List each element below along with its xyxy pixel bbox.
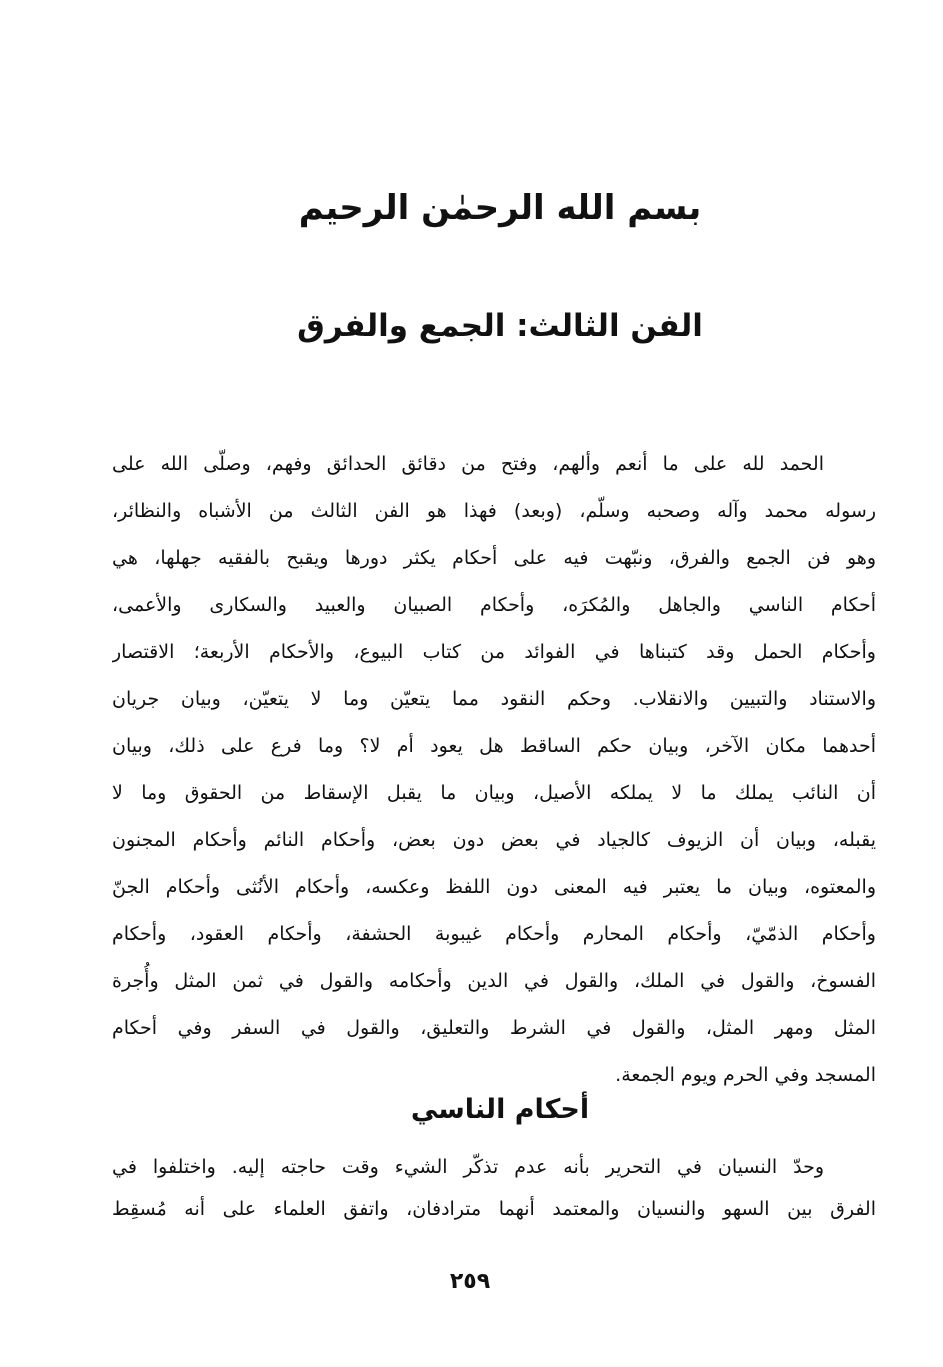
intro-line: الفسوخ، والقول في الملك، والقول في الدين وأحكامه والقول في ثمن المثل وأُجرة — [112, 970, 876, 992]
intro-line: أحدهما مكان الآخر، وبيان حكم الساقط هل يعود أم لا؟ وما فرع على ذلك، وبيان — [112, 735, 876, 757]
intro-line: الحمد لله على ما أنعم وألهم، وفتح من دقائق الحدائق وفهم، وصلّى الله على — [112, 453, 824, 475]
intro-line: وهو فن الجمع والفرق، ونبّهت فيه على أحكام يكثر دورها ويقبح بالفقيه جهلها، هي — [112, 547, 876, 569]
intro-paragraph — [112, 441, 876, 1099]
intro-line: وأحكام الذمّيّ، وأحكام المحارم وأحكام غيبوبة الحشفة، وأحكام العقود، وأحكام — [112, 923, 876, 945]
basmala-heading: بسم الله الرحمٰن الرحيم — [298, 188, 702, 228]
section-line: وحدّ النسيان في التحرير بأنه عدم تذكّر الشيء وقت حاجته إليه. واختلفوا في — [112, 1156, 824, 1178]
intro-line: المثل ومهر المثل، والقول في الشرط والتعليق، والقول في السفر وفي أحكام — [112, 1017, 876, 1039]
chapter-title: الفن الثالث: الجمع والفرق — [297, 308, 703, 344]
page-number: ٢٥٩ — [449, 1269, 491, 1294]
section-line: الفرق بين السهو والنسيان والمعتمد أنهما مترادفان، واتفق العلماء على أنه مُسقِط — [112, 1198, 876, 1220]
intro-line: المسجد وفي الحرم ويوم الجمعة. — [615, 1064, 876, 1086]
intro-line: والاستناد والتبيين والانقلاب. وحكم النقود مما يتعيّن وما لا يتعيّن، وبيان جريان — [112, 688, 876, 710]
intro-line: وأحكام الحمل وقد كتبناها في الفوائد من كتاب البيوع، والأحكام الأربعة؛ الاقتصار — [112, 641, 876, 663]
section-heading: أحكام الناسي — [410, 1094, 590, 1125]
section-paragraph — [112, 1146, 876, 1230]
intro-line: رسوله محمد وآله وصحبه وسلّم، (وبعد) فهذا هو الفن الثالث من الأشباه والنظائر، — [112, 500, 876, 522]
intro-line: أحكام الناسي والجاهل والمُكرَه، وأحكام الصبيان والعبيد والسكارى والأعمى، — [112, 594, 876, 616]
intro-line: والمعتوه، وبيان ما يعتبر فيه المعنى دون اللفظ وعكسه، وأحكام الأنُثى وأحكام الجنّ — [112, 876, 876, 898]
intro-line: يقبله، وبيان أن الزيوف كالجياد في بعض دون بعض، وأحكام النائم وأحكام المجنون — [112, 829, 876, 851]
intro-line: أن النائب يملك ما لا يملكه الأصيل، وبيان ما يقبل الإسقاط من الحقوق وما لا — [112, 782, 876, 804]
